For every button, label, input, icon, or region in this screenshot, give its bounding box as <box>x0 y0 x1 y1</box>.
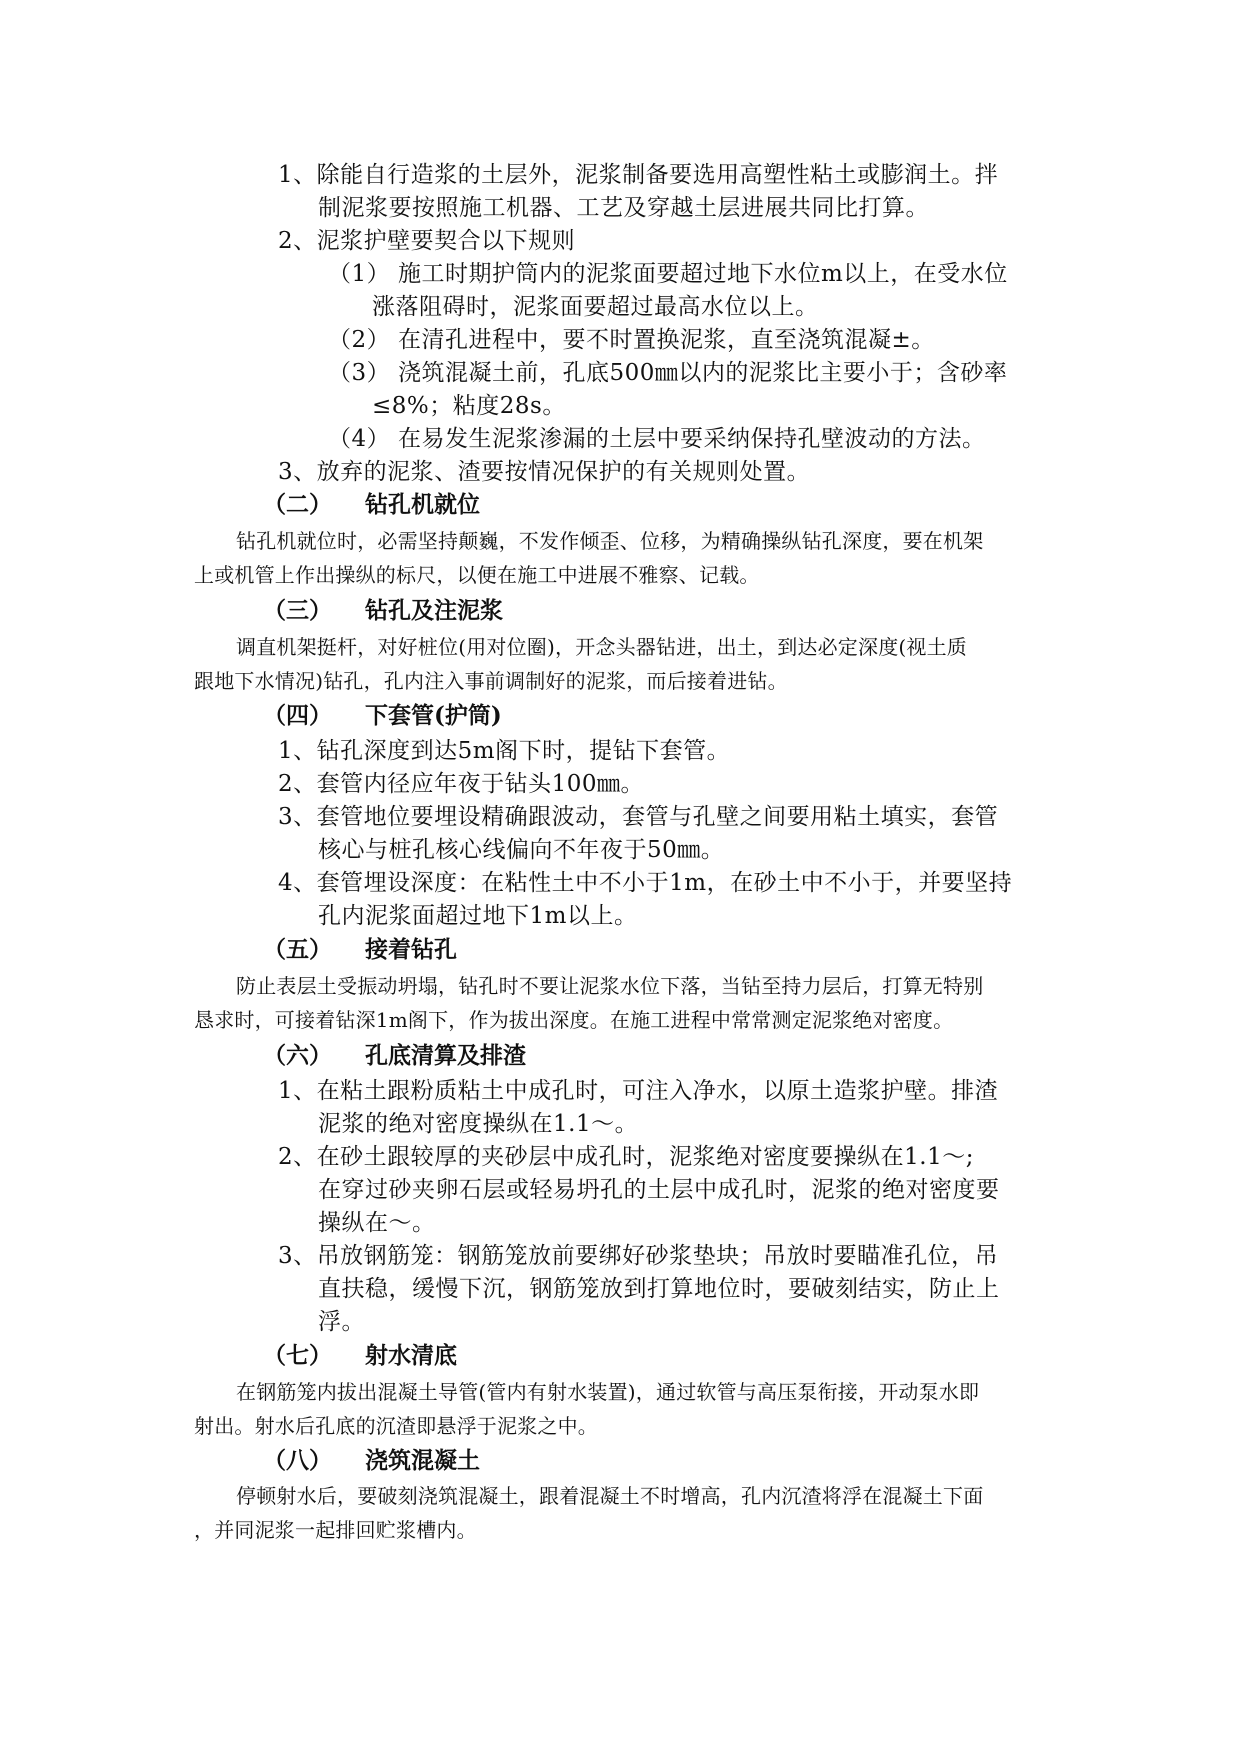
list-item-continuation: 直扶稳，缓慢下沉，钢筋笼放到打算地位时，要破刻结实，防止上 <box>318 1276 1000 1302</box>
heading-title: 钻孔及注泥浆 <box>365 597 503 624</box>
heading-title: 接着钻孔 <box>365 936 457 963</box>
paragraph-line: 防止表层土受振动坍塌，钻孔时不要让泥浆水位下落，当钻至持力层后，打算无特别 <box>236 974 984 998</box>
heading-number: （八） <box>263 1447 332 1474</box>
list-item-continuation: 在穿过砂夹卵石层或轻易坍孔的土层中成孔时，泥浆的绝对密度要 <box>318 1177 1000 1203</box>
sub-list-item-continuation: ≤8%；粘度28s。 <box>372 393 566 419</box>
sub-list-item: （1） 施工时期护筒内的泥浆面要超过地下水位m以上，在受水位 <box>328 261 1008 287</box>
list-item-continuation: 孔内泥浆面超过地下1m以上。 <box>318 903 638 929</box>
sub-list-item: （4） 在易发生泥浆渗漏的土层中要采纳保持孔壁波动的方法。 <box>328 426 986 452</box>
paragraph-line: 钻孔机就位时，必需坚持颠巍，不发作倾歪、位移，为精确操纵钻孔深度，要在机架 <box>236 529 984 553</box>
list-item-continuation: 操纵在～。 <box>318 1210 436 1236</box>
paragraph-line: 上或机管上作出操纵的标尺，以便在施工中进展不雅察、记载。 <box>194 563 760 587</box>
sub-list-item: （3） 浇筑混凝土前，孔底500㎜以内的泥浆比主要小于；含砂率 <box>328 360 1008 386</box>
heading-number: （三） <box>263 597 332 624</box>
paragraph-line: 停顿射水后，要破刻浇筑混凝土，跟着混凝土不时增高，孔内沉渣将浮在混凝土下面 <box>236 1484 984 1508</box>
list-item: 1、在粘土跟粉质粘土中成孔时，可注入净水，以原土造浆护壁。排渣 <box>278 1078 999 1104</box>
heading-title: 浇筑混凝土 <box>365 1447 480 1474</box>
heading-title: 下套管(护筒) <box>365 702 502 729</box>
heading-number: （七） <box>263 1342 332 1369</box>
list-item-continuation: 核心与桩孔核心线偏向不年夜于50㎜。 <box>318 837 725 863</box>
list-item: 1、除能自行造浆的土层外，泥浆制备要选用高塑性粘土或膨润土。拌 <box>278 162 999 188</box>
heading-title: 孔底清算及排渣 <box>365 1042 526 1069</box>
list-item: 3、套管地位要埋设精确跟波动，套管与孔壁之间要用粘土填实，套管 <box>278 804 999 830</box>
heading-number: （六） <box>263 1042 332 1069</box>
list-item: 2、泥浆护壁要契合以下规则 <box>278 228 576 254</box>
list-item-continuation: 制泥浆要按照施工机器、工艺及穿越土层进展共同比打算。 <box>318 195 929 221</box>
list-item: 3、放弃的泥浆、渣要按情况保护的有关规则处置。 <box>278 459 811 485</box>
list-item-continuation: 浮。 <box>318 1309 365 1335</box>
heading-number: （五） <box>263 936 332 963</box>
paragraph-line: 射出。射水后孔底的沉渣即悬浮于泥浆之中。 <box>194 1414 598 1438</box>
paragraph-line: 恳求时，可接着钻深1m阁下，作为拔出深度。在施工进程中常常测定泥浆绝对密度。 <box>194 1008 954 1032</box>
list-item: 3、吊放钢筋笼：钢筋笼放前要绑好砂浆垫块；吊放时要瞄准孔位，吊 <box>278 1243 999 1269</box>
list-item-continuation: 泥浆的绝对密度操纵在1.1～。 <box>318 1111 639 1137</box>
paragraph-line: ，并同泥浆一起排回贮浆槽内。 <box>194 1518 477 1542</box>
paragraph-line: 跟地下水情况)钻孔，孔内注入事前调制好的泥浆，而后接着进钻。 <box>194 669 788 693</box>
sub-list-item: （2） 在清孔进程中，要不时置换泥浆，直至浇筑混凝±。 <box>328 327 935 353</box>
list-item: 4、套管埋设深度：在粘性土中不小于1m，在砂土中不小于，并要坚持 <box>278 870 1013 896</box>
list-item: 1、钻孔深度到达5m阁下时，提钻下套管。 <box>278 738 731 764</box>
list-item: 2、在砂土跟较厚的夹砂层中成孔时，泥浆绝对密度要操纵在1.1～; <box>278 1144 974 1170</box>
heading-title: 射水清底 <box>365 1342 457 1369</box>
list-item: 2、套管内径应年夜于钻头100㎜。 <box>278 771 645 797</box>
heading-number: （二） <box>263 491 332 518</box>
paragraph-line: 调直机架挺杆，对好桩位(用对位圈)，开念头器钻进，出土，到达必定深度(视土质 <box>236 635 968 659</box>
heading-title: 钻孔机就位 <box>365 491 480 518</box>
sub-list-item-continuation: 涨落阻碍时，泥浆面要超过最高水位以上。 <box>372 294 819 320</box>
paragraph-line: 在钢筋笼内拔出混凝土导管(管内有射水装置)，通过软管与高压泵衔接，开动泵水即 <box>236 1380 980 1404</box>
heading-number: （四） <box>263 702 332 729</box>
